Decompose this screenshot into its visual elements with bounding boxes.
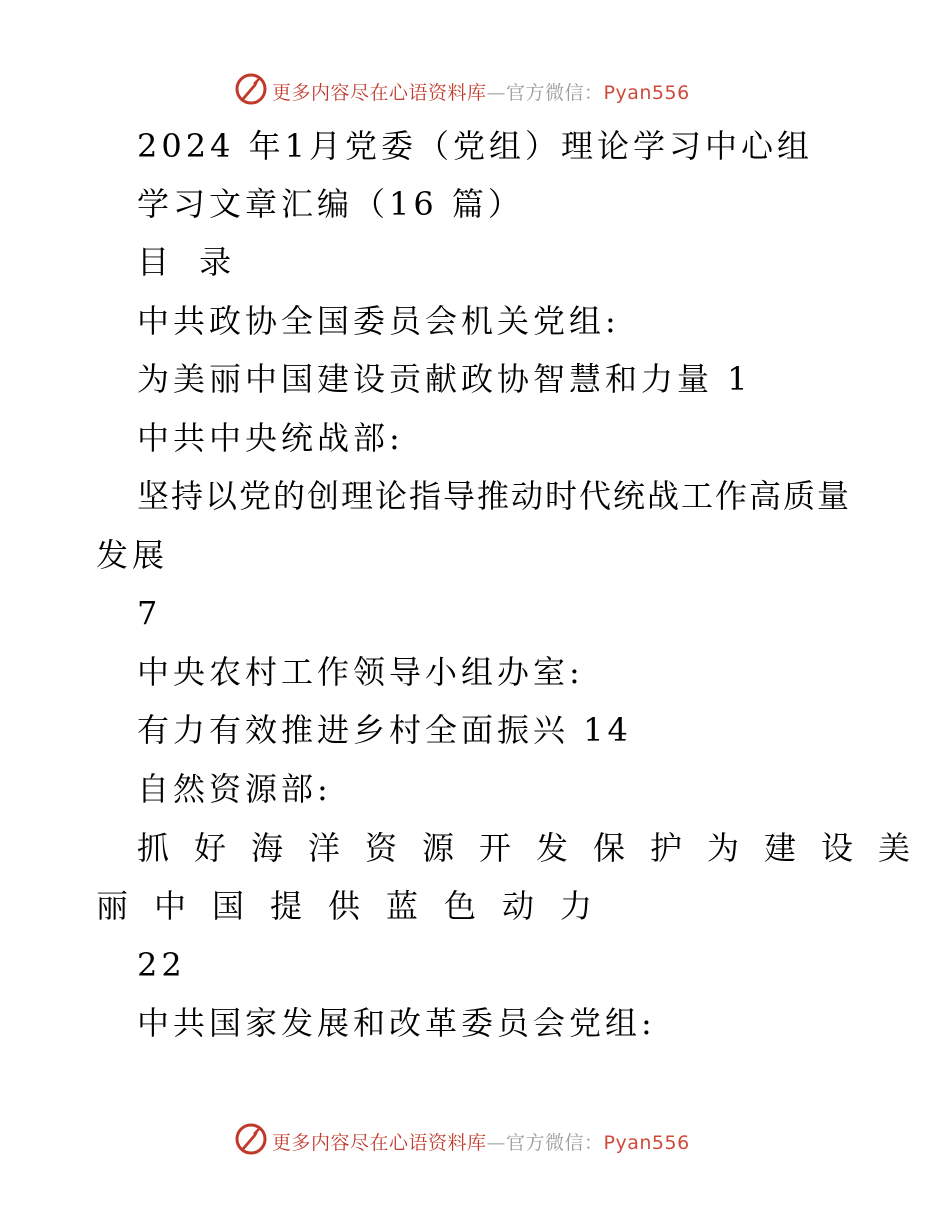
toc-line: 中央农村工作领导小组办室:: [137, 653, 584, 691]
doc-title-line-2: 学习文章汇编（16 篇）: [137, 185, 524, 223]
toc-line: 自然资源部:: [137, 770, 332, 808]
watermark-wechat-id: Pyan556: [603, 82, 690, 104]
header-watermark: [0, 72, 950, 108]
toc-line: 中共国家发展和改革委员会党组:: [137, 1004, 656, 1042]
toc-line-justified: 丽中国提供蓝色动力: [96, 887, 619, 925]
footer-watermark: [0, 1122, 950, 1158]
toc-heading: 目 录: [137, 243, 242, 281]
doc-title-line-1: 2024 年1月党委（党组）理论学习中心组: [137, 127, 813, 165]
toc-line-page: 22: [137, 946, 186, 984]
watermark-text: [272, 1128, 690, 1155]
watermark-label: 官方微信：: [506, 1132, 604, 1154]
brush-logo-icon: [234, 1122, 268, 1156]
watermark-separator: —: [486, 1132, 507, 1154]
toc-line: 坚持以党的创理论指导推动时代统战工作高质量: [137, 477, 852, 515]
watermark-site: 更多内容尽在心语资料库: [272, 82, 487, 104]
watermark-wechat-id: Pyan556: [603, 1132, 690, 1154]
watermark-site: 更多内容尽在心语资料库: [272, 1132, 487, 1154]
watermark-text: [272, 78, 690, 105]
toc-line-page: 7: [137, 594, 162, 632]
toc-line: 中共政协全国委员会机关党组:: [137, 302, 620, 340]
toc-line: 有力有效推进乡村全面振兴 14: [137, 711, 632, 749]
toc-line: 中共中央统战部:: [137, 419, 404, 457]
toc-line: 发展: [96, 536, 169, 574]
toc-line-justified: 抓好海洋资源开发保护为建设美: [137, 829, 936, 867]
toc-line: 为美丽中国建设贡献政协智慧和力量 1: [137, 360, 752, 398]
watermark-label: 官方微信：: [506, 82, 604, 104]
watermark-separator: —: [486, 82, 507, 104]
brush-logo-icon: [234, 72, 268, 106]
